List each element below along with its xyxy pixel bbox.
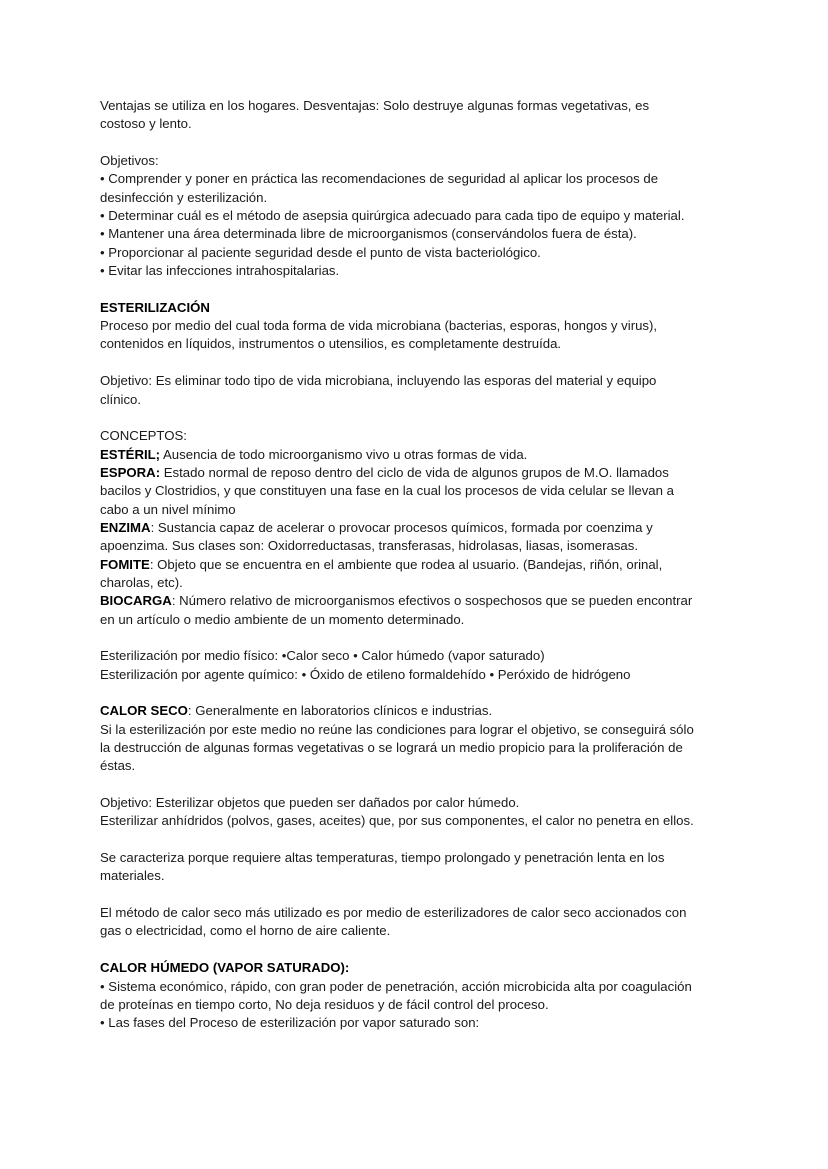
text-line <box>100 647 760 665</box>
text-segment: : Sustancia capaz de acelerar o provocar procesos químicos, formada por coenzima y <box>150 519 653 535</box>
bold-term: ESTERILIZACIÓN <box>100 299 210 315</box>
bold-term: FOMITE <box>100 556 150 572</box>
text-line <box>100 335 760 353</box>
text-segment: : Número relativo de microorganismos efectivos o sospechosos que se pueden encontrar <box>171 593 693 609</box>
text-line <box>100 317 760 335</box>
text-line <box>100 391 760 409</box>
text-line <box>100 611 760 629</box>
text-line <box>100 482 760 500</box>
text-segment: El método de calor seco más utilizado es por medio de esterilizadores de calor seco accionados con <box>100 905 687 921</box>
text-line <box>100 244 760 262</box>
text-line <box>100 721 760 739</box>
text-segment: Esterilización por medio físico: •Calor seco • Calor húmedo (vapor saturado) <box>100 648 545 664</box>
text-segment: Ventajas se utiliza en los hogares. Desventajas: Solo destruye algunas formas vegetativas, es <box>100 98 650 113</box>
text-line <box>100 739 760 757</box>
text-line <box>100 757 760 775</box>
text-line <box>100 170 760 188</box>
bold-term: ESTÉRIL; <box>100 446 161 462</box>
text-line <box>100 996 760 1014</box>
text-segment: Proceso por medio del cual toda forma de vida microbiana (bacterias, esporas, hongos y virus), <box>100 318 658 334</box>
text-segment: • Proporcionar al paciente seguridad desde el punto de vista bacteriológico. <box>100 244 541 260</box>
text-segment: Estado normal de reposo dentro del ciclo de vida de algunos grupos de M.O. llamados <box>160 464 669 480</box>
paragraph <box>100 97 760 134</box>
text-segment: Objetivo: Es eliminar todo tipo de vida microbiana, incluyendo las esporas del material y equipo <box>100 373 657 389</box>
text-line <box>100 794 760 812</box>
text-line <box>100 867 760 885</box>
text-line <box>100 372 760 390</box>
text-line <box>100 225 760 243</box>
text-line <box>100 556 760 574</box>
text-line <box>100 97 760 115</box>
text-segment: Objetivos: <box>100 153 159 169</box>
text-line <box>100 427 760 445</box>
text-line <box>100 849 760 867</box>
text-segment: Esterilización por agente químico: • Óxido de etileno formaldehído • Peróxido de hidrógeno <box>100 666 631 682</box>
text-line <box>100 592 760 610</box>
text-line <box>100 666 760 684</box>
text-line <box>100 189 760 207</box>
paragraph <box>100 794 760 831</box>
paragraph <box>100 152 760 280</box>
text-segment: • Evitar las infecciones intrahospitalarias. <box>100 263 340 279</box>
text-segment: • Comprender y poner en práctica las recomendaciones de seguridad al aplicar los procesos de <box>100 171 659 187</box>
text-line <box>100 519 760 537</box>
text-segment: contenidos en líquidos, instrumentos o utensilios, es completamente destruída. <box>100 336 562 352</box>
text-segment: costoso y lento. <box>100 116 192 132</box>
text-line <box>100 446 760 464</box>
text-segment: éstas. <box>100 758 136 774</box>
text-segment: materiales. <box>100 868 165 884</box>
text-segment: de proteínas en tiempo corto, No deja residuos y de fácil control del proceso. <box>100 996 549 1012</box>
text-segment: Ausencia de todo microorganismo vivo u otras formas de vida. <box>160 446 528 462</box>
text-segment: apoenzima. Sus clases son: Oxidorreductasas, transferasas, hidrolasas, liasas, isomerasas. <box>100 538 639 554</box>
paragraph <box>100 849 760 886</box>
document-page <box>100 97 760 1051</box>
paragraph <box>100 904 760 941</box>
text-line <box>100 464 760 482</box>
text-line <box>100 262 760 280</box>
bold-term: ENZIMA <box>100 519 151 535</box>
text-line <box>100 501 760 519</box>
text-segment: Se caracteriza porque requiere altas temperaturas, tiempo prolongado y penetración lenta en los <box>100 850 665 866</box>
text-segment: • Sistema económico, rápido, con gran poder de penetración, acción microbicida alta por coagulación <box>100 978 692 994</box>
text-line <box>100 537 760 555</box>
text-line <box>100 812 760 830</box>
text-segment: desinfección y esterilización. <box>100 189 268 205</box>
text-segment: • Determinar cuál es el método de asepsia quirúrgica adecuado para cada tipo de equipo y material. <box>100 208 685 224</box>
bold-term: BIOCARGA <box>100 593 172 609</box>
text-segment: bacilos y Clostridios, y que constituyen una fase en la cual los procesos de vida celular se llevan a <box>100 483 674 499</box>
text-segment: Esterilizar anhídridos (polvos, gases, aceites) que, por sus componentes, el calor no penetra en ellos. <box>100 813 694 829</box>
text-segment: : Generalmente en laboratorios clínicos e industrias. <box>187 703 493 719</box>
text-segment: : Objeto que se encuentra en el ambiente que rodea al usuario. (Bandejas, riñón, orinal, <box>149 556 663 572</box>
paragraph <box>100 372 760 409</box>
text-segment: cabo a un nivel mínimo <box>100 501 236 517</box>
bold-term: CALOR HÚMEDO (VAPOR SATURADO): <box>100 960 350 976</box>
text-line <box>100 1014 760 1032</box>
text-segment: la destrucción de algunas formas vegetativas o se logrará un medio propicio para la proliferación de <box>100 740 683 756</box>
text-line <box>100 115 760 133</box>
text-segment: clínico. <box>100 391 142 407</box>
text-segment: charolas, etc). <box>100 574 183 590</box>
paragraph <box>100 427 760 629</box>
text-line <box>100 207 760 225</box>
text-segment: CONCEPTOS: <box>100 428 187 444</box>
text-line <box>100 978 760 996</box>
paragraph <box>100 702 760 775</box>
text-segment: Objetivo: Esterilizar objetos que pueden ser dañados por calor húmedo. <box>100 795 520 811</box>
text-line <box>100 702 760 720</box>
text-segment: gas o electricidad, como el horno de aire caliente. <box>100 923 391 939</box>
paragraph <box>100 959 760 1032</box>
bold-term: CALOR SECO <box>100 703 188 719</box>
text-line <box>100 299 760 317</box>
paragraph <box>100 647 760 684</box>
text-line <box>100 152 760 170</box>
text-line <box>100 574 760 592</box>
bold-term: ESPORA: <box>100 464 161 480</box>
text-line <box>100 904 760 922</box>
text-segment: Si la esterilización por este medio no reúne las condiciones para lograr el objetivo, se conseguirá sólo <box>100 721 694 737</box>
text-segment: • Las fases del Proceso de esterilización por vapor saturado son: <box>100 1015 480 1031</box>
text-segment: en un artículo o medio ambiente de un momento determinado. <box>100 611 465 627</box>
text-segment: • Mantener una área determinada libre de microorganismos (conservándolos fuera de ésta). <box>100 226 637 242</box>
text-line <box>100 959 760 977</box>
text-line <box>100 922 760 940</box>
paragraph <box>100 299 760 354</box>
